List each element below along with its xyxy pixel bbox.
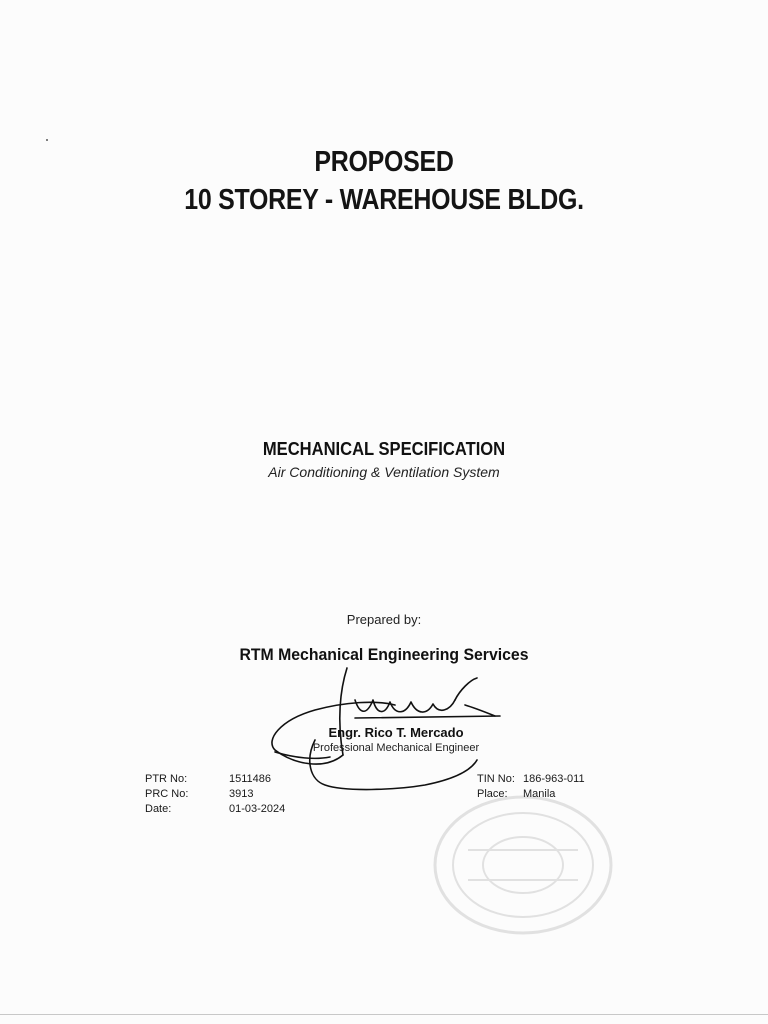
scan-speck [46, 139, 48, 141]
prc-row [145, 787, 285, 802]
prc-value: 3913 [229, 788, 254, 800]
document-title-line1: PROPOSED [314, 146, 454, 178]
engineer-title: Professional Mechanical Engineer [312, 742, 480, 754]
date-label: Date: [145, 803, 172, 815]
tin-row [477, 772, 585, 787]
date-row [145, 802, 285, 817]
engineer-name: Engr. Rico T. Mercado [328, 725, 464, 740]
spec-subtitle: Air Conditioning & Ventilation System [268, 464, 500, 480]
ptr-value: 1511486 [229, 773, 272, 785]
place-label: Place: [477, 788, 508, 800]
place-row [477, 787, 585, 802]
prepared-by-label: Prepared by: [346, 612, 422, 627]
credentials-right [477, 772, 585, 802]
place-value: Manila [523, 788, 556, 800]
signature-icon [255, 660, 505, 795]
tin-label: TIN No: [477, 773, 515, 785]
ptr-label: PTR No: [145, 773, 188, 785]
embossed-seal-icon [428, 790, 618, 940]
prc-label: PRC No: [145, 788, 189, 800]
page-edge-divider [0, 1014, 768, 1015]
document-title-line2: 10 STOREY - WAREHOUSE BLDG. [184, 184, 584, 216]
spec-title: MECHANICAL SPECIFICATION [262, 439, 506, 459]
credentials-left [145, 772, 285, 817]
tin-value: 186-963-011 [523, 773, 585, 785]
company-name: RTM Mechanical Engineering Services [239, 645, 529, 664]
ptr-row [145, 772, 285, 787]
date-value: 01-03-2024 [229, 803, 286, 815]
